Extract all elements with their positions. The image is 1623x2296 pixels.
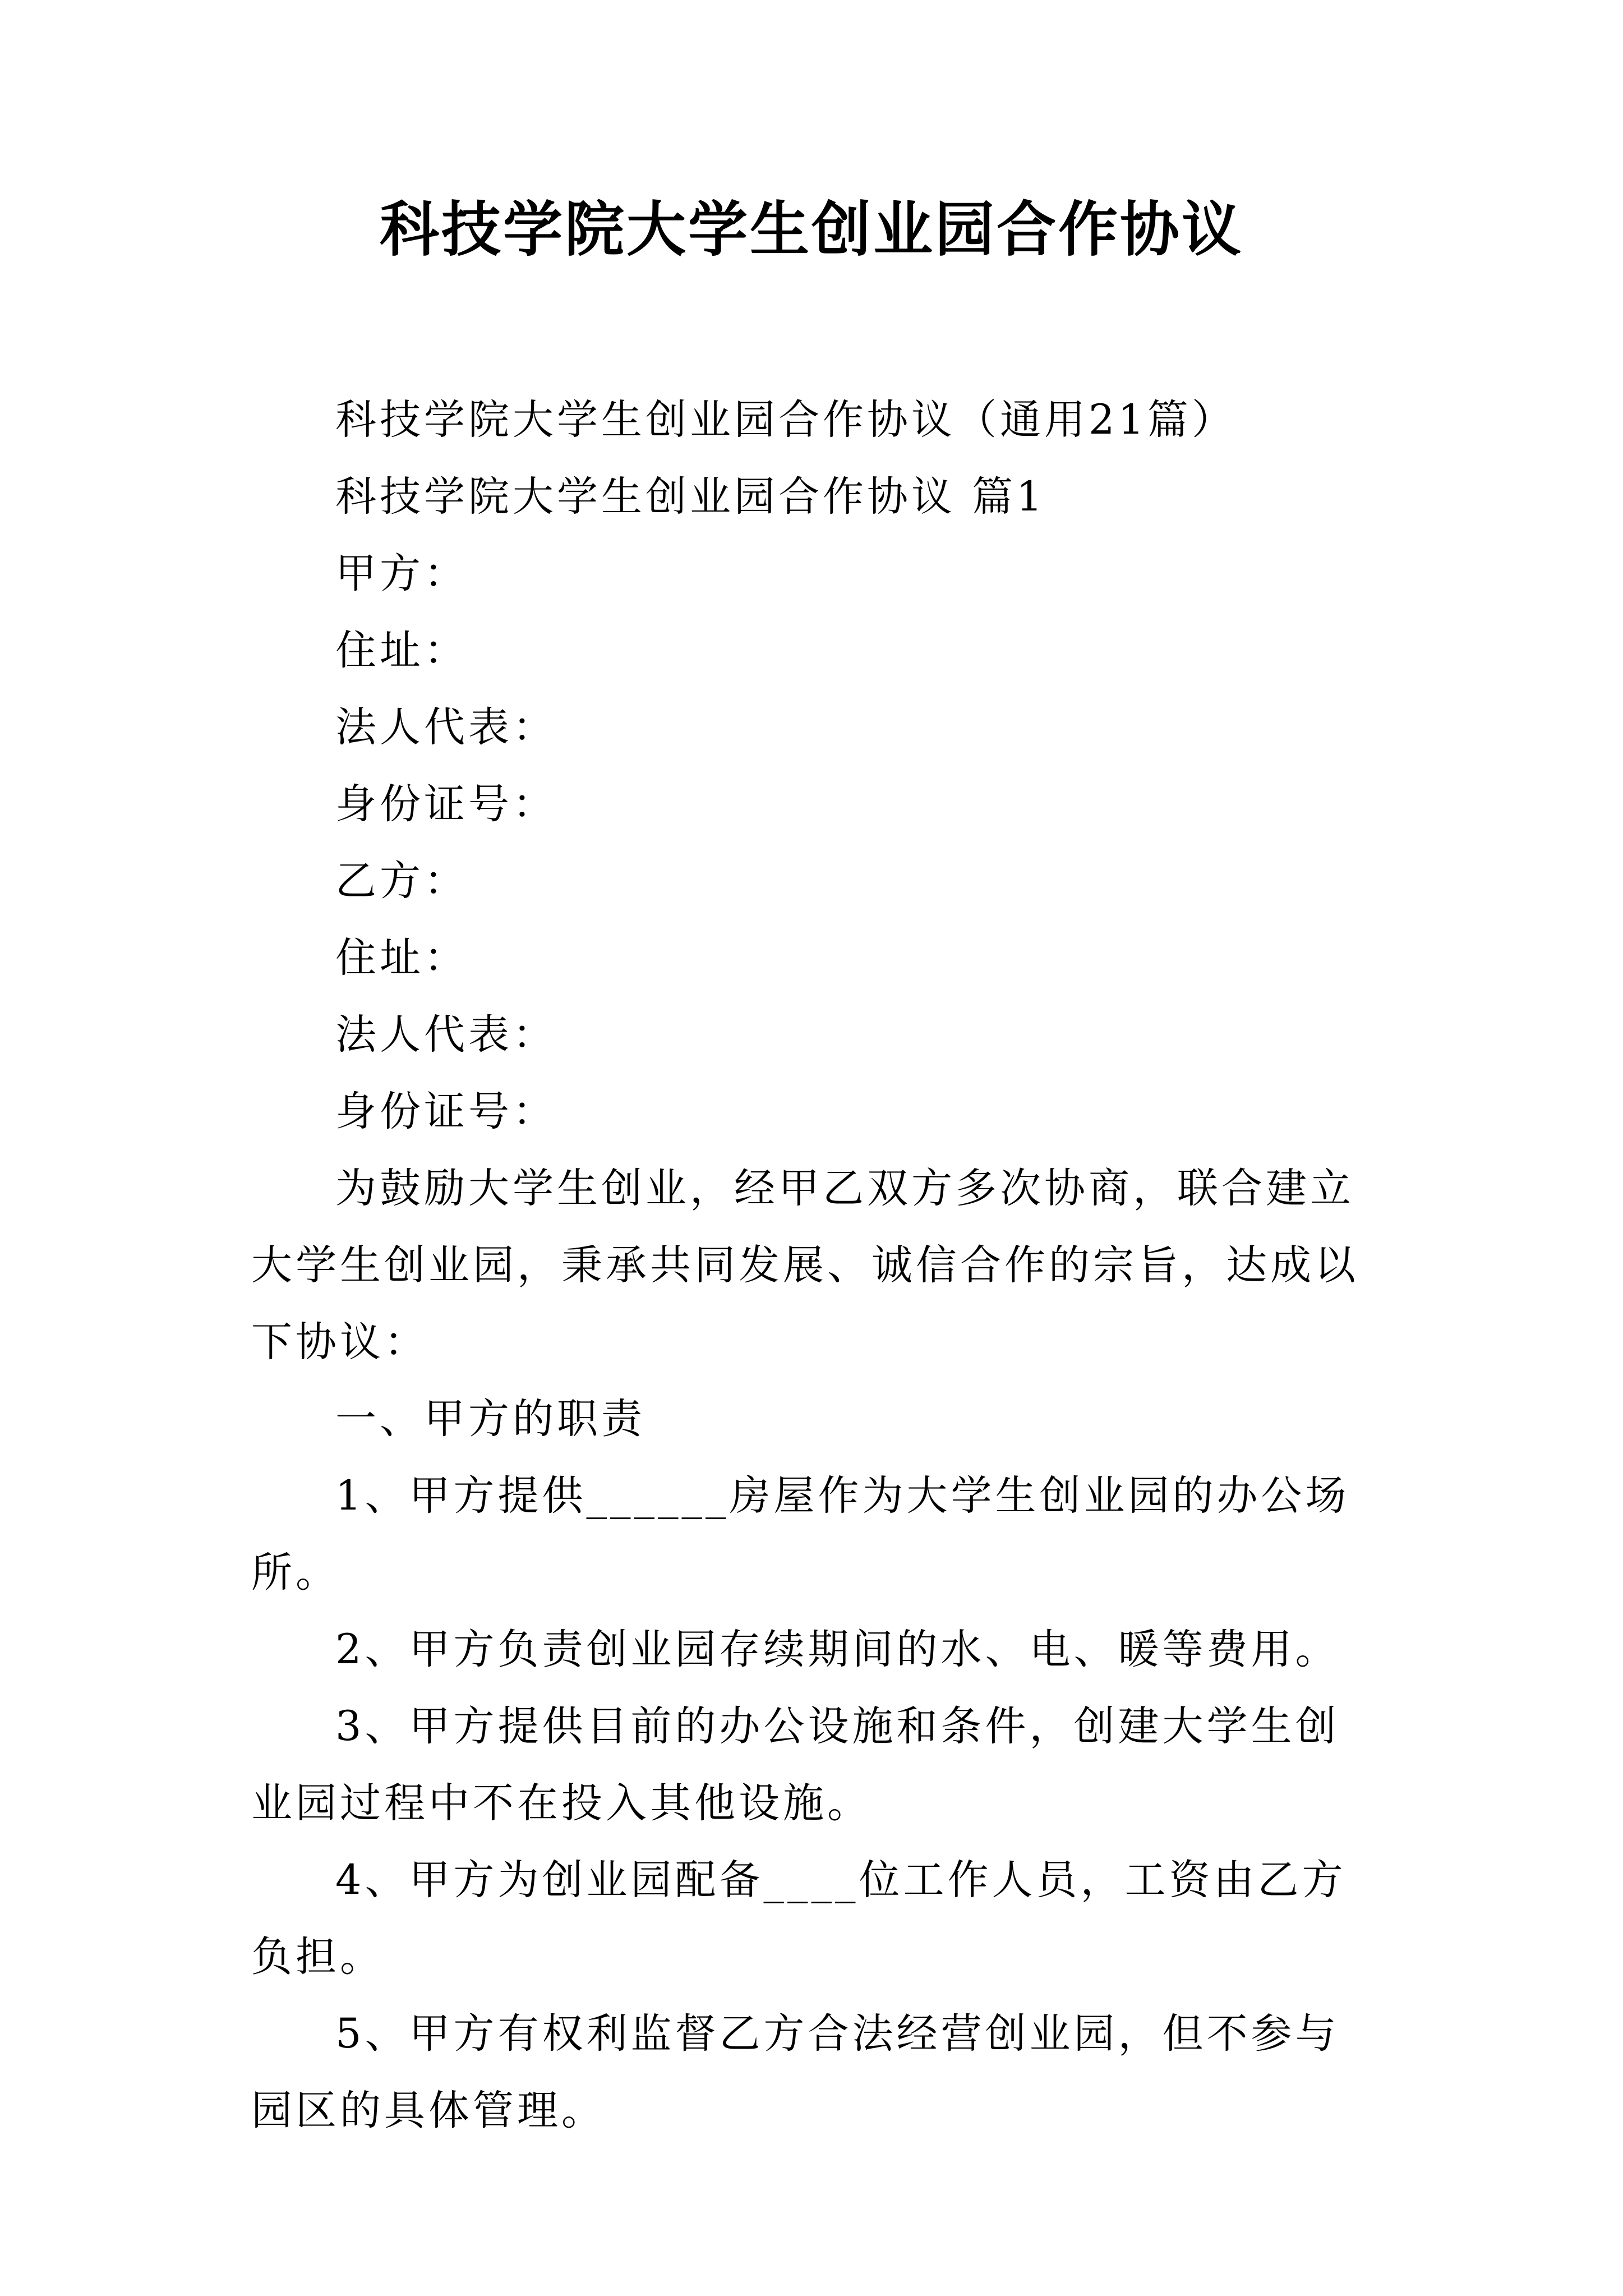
clause-item: 1、甲方提供______房屋作为大学生创业园的办公场所。 [251,1472,1350,1596]
clause-item: 3、甲方提供目前的办公设施和条件，创建大学生创业园过程中不在投入其他设施。 [251,1703,1340,1827]
section-heading: 科技学院大学生创业园合作协议 篇1 [335,473,1046,521]
clause-item: 4、甲方为创业园配备____位工作人员，工资由乙方负担。 [251,1856,1347,1981]
document-title: 科技学院大学生创业园合作协议 [380,195,1243,264]
party-b-id-number: 身份证号： [335,1088,557,1135]
clause-item: 5、甲方有权利监督乙方合法经营创业园，但不参与园区的具体管理。 [251,2010,1340,2134]
subtitle-paragraph: 科技学院大学生创业园合作协议（通用21篇） [335,396,1236,444]
clause-heading-party-a-duties: 一、甲方的职责 [335,1395,645,1443]
party-a-address: 住址： [335,627,468,674]
party-a-label: 甲方： [335,550,468,597]
preamble-paragraph: 为鼓励大学生创业，经甲乙双方多次协商，联合建立大学生创业园，秉承共同发展、诚信合作的宗旨，达成以下协议： [251,1165,1359,1366]
party-b-label: 乙方： [335,857,468,905]
document-body [251,381,1378,2149]
party-b-legal-rep: 法人代表： [335,1011,557,1059]
party-a-id-number: 身份证号： [335,780,557,828]
party-b-address: 住址： [335,934,468,982]
party-a-legal-rep: 法人代表： [335,703,557,751]
clause-item: 2、甲方负责创业园存续期间的水、电、暖等费用。 [335,1626,1340,1673]
